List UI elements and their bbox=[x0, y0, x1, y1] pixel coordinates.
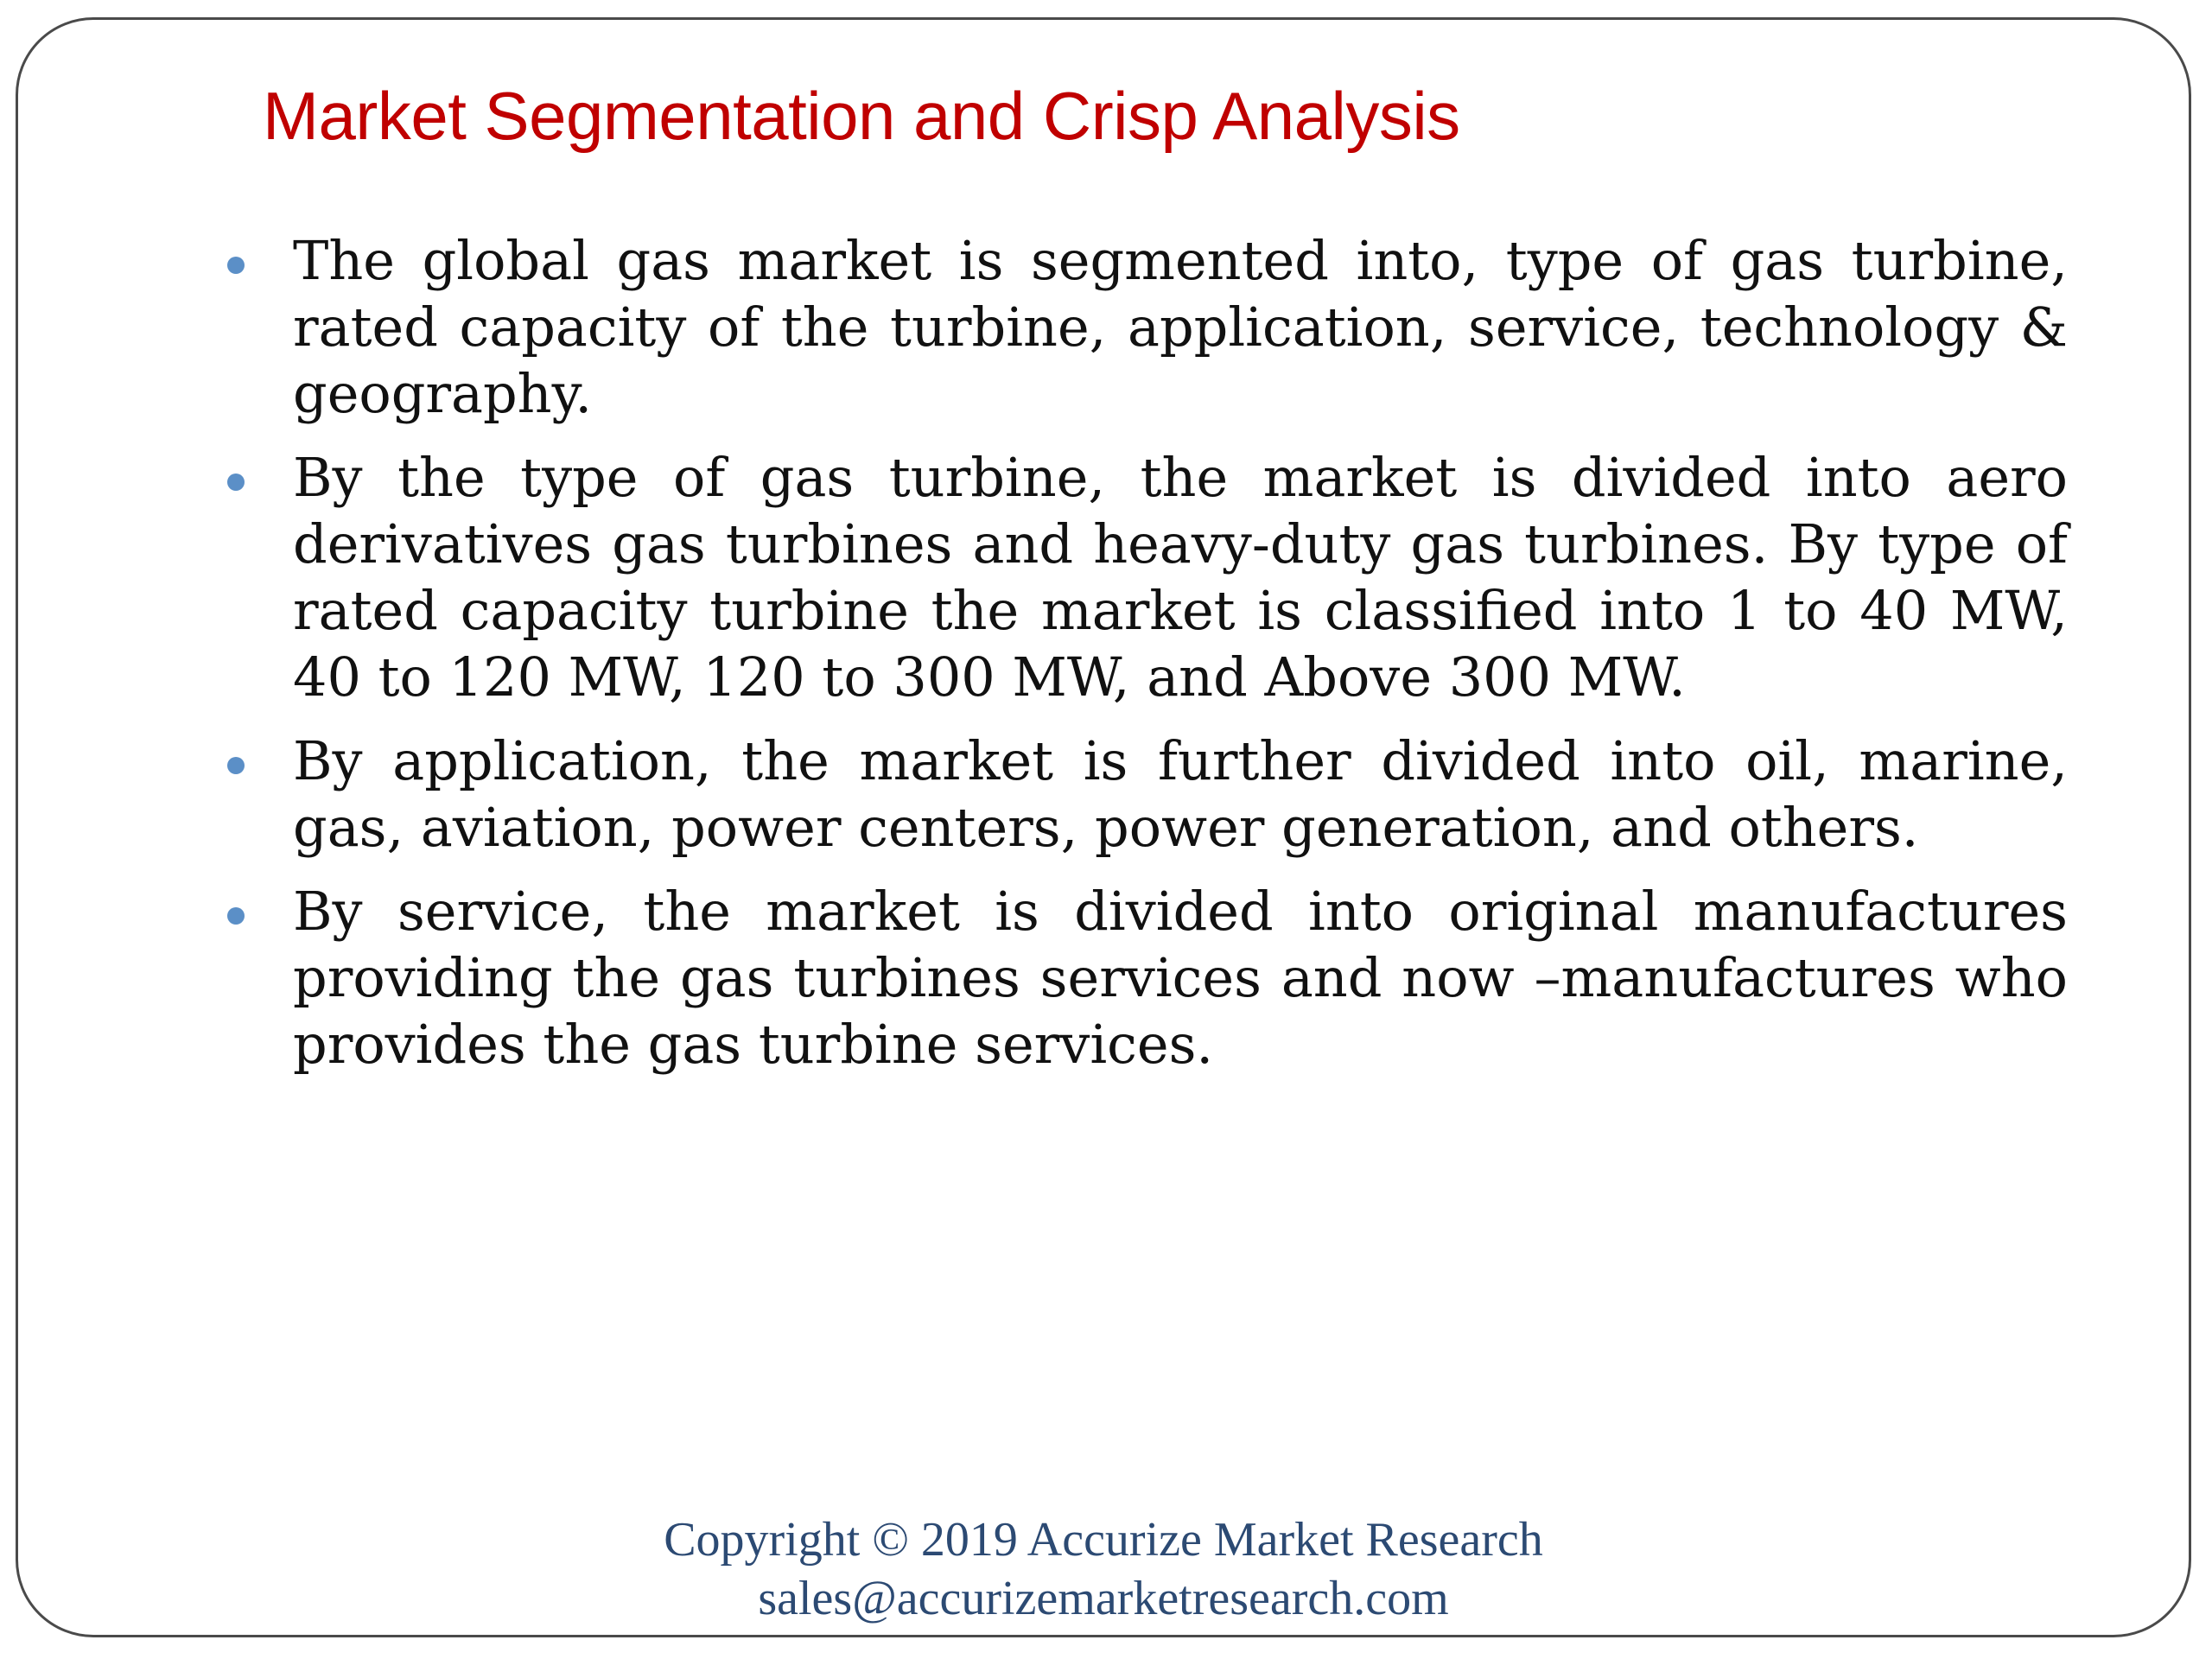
bullet-text: By service, the market is divided into original manufactures providing the gas turbines services and now –manufactures who provides the gas turbine services. bbox=[293, 880, 2068, 1076]
contact-email: sales@accurizemarketresearch.com bbox=[758, 1572, 1449, 1625]
bullet-item bbox=[217, 444, 2068, 710]
bullet-text: By the type of gas turbine, the market is divided into aero derivatives gas turbines and heavy-duty gas turbines. By type of rated capacity turbine the market is classified into 1 to 40 MW, 40 to 120 MW, 120 to 300 MW, and Above 300 MW. bbox=[293, 446, 2068, 709]
slide-title: Market Segmentation and Crisp Analysis bbox=[263, 78, 1460, 154]
bullet-item bbox=[217, 227, 2068, 427]
bullet-item bbox=[217, 728, 2068, 861]
bullet-item bbox=[217, 878, 2068, 1077]
bullet-text: By application, the market is further divided into oil, marine, gas, aviation, power centers, power generation, and others. bbox=[293, 729, 2068, 859]
bullet-dot-icon bbox=[227, 474, 245, 491]
bullet-dot-icon bbox=[227, 757, 245, 774]
footer bbox=[18, 1510, 2189, 1628]
copyright-text: Copyright © 2019 Accurize Market Research bbox=[664, 1513, 1543, 1567]
bullet-text: The global gas market is segmented into, type of gas turbine, rated capacity of the turbine, application, service, technology & geography. bbox=[293, 229, 2068, 425]
slide-frame bbox=[16, 17, 2191, 1637]
bullet-dot-icon bbox=[227, 257, 245, 274]
bullet-dot-icon bbox=[227, 907, 245, 925]
bullet-list bbox=[217, 227, 2068, 1095]
